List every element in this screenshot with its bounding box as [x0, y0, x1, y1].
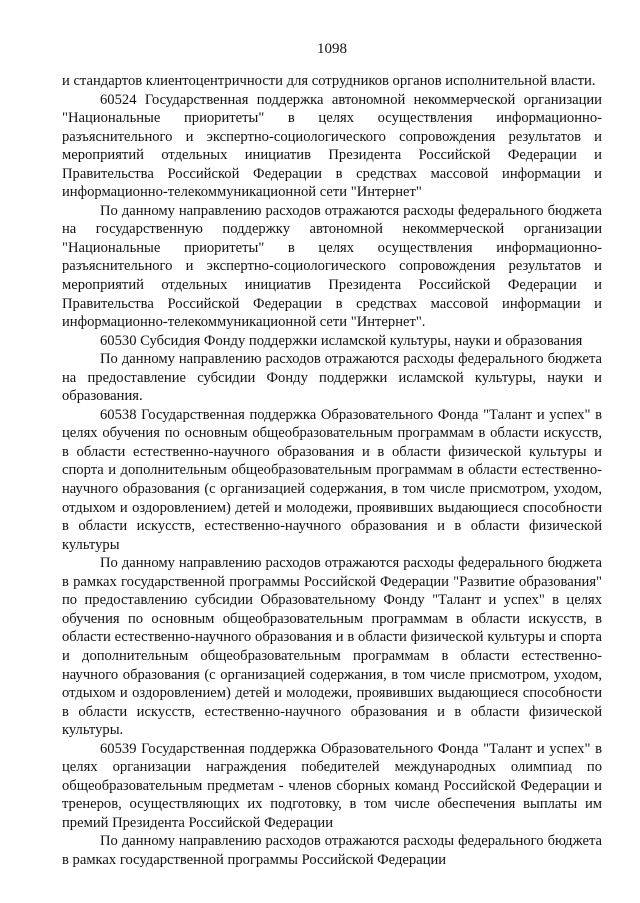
- paragraph-heading-60524: 60524 Государственная поддержка автономной некоммерческой организации "Национальные приоритеты" в целях осуществления информационно-разъяснительного и экспертно-социологического сопровождения результатов и мероприятий отдельных инициатив Президента Российской Федерации и Правительства Российской Федерации в средствах массовой информации и информационно-телекоммуникационной сети "Интернет": [62, 91, 602, 201]
- paragraph-heading-60530: 60530 Субсидия Фонду поддержки исламской культуры, науки и образования: [100, 332, 583, 349]
- paragraph-description-60524: По данному направлению расходов отражаются расходы федерального бюджета на государственную поддержку автономной некоммерческой организации "Национальные приоритеты" в целях осуществления информационно-разъяснительного и экспертно-социологического сопровождения результатов и мероприятий отдельных инициатив Президента Российской Федерации и Правительства Российской Федерации в средствах массовой информации и информационно-телекоммуникационной сети "Интернет".: [62, 202, 602, 331]
- paragraph-continuation: и стандартов клиентоцентричности для сотрудников органов исполнительной власти.: [62, 73, 596, 89]
- document-body: [62, 72, 602, 870]
- paragraph-heading-60539: 60539 Государственная поддержка Образовательного Фонда "Талант и успех" в целях организации награждения победителей международных олимпиад по общеобразовательным предметам - членов сборных команд Российской Федерации и тренеров, осуществляющих их подготовку, в том числе обеспечения выплаты им премий Президента Российской Федерации: [62, 740, 602, 831]
- page-number: 1098: [317, 41, 347, 57]
- paragraph-description-60539: По данному направлению расходов отражаются расходы федерального бюджета в рамках государственной программы Российской Федерации: [62, 833, 602, 868]
- paragraph-description-60538: По данному направлению расходов отражаются расходы федерального бюджета в рамках государственной программы Российской Федерации "Развитие образования" по предоставлению субсидии Образовательному Фонду "Талант и успех" в целях обучения по основным общеобразовательным программам в области искусств, в области естественно-научного образования и в области физической культуры и спорта и дополнительным общеобразовательным программам в области естественно-научного образования (с организацией содержания, в том числе присмотром, уходом, отдыхом и оздоровлением) детей и молодежи, проявивших выдающиеся способности в области искусств, естественно-научного образования и в области физической культуры.: [62, 555, 602, 739]
- paragraph-description-60530: По данному направлению расходов отражаются расходы федерального бюджета на предоставление субсидии Фонду поддержки исламской культуры, науки и образования.: [62, 351, 602, 405]
- paragraph-heading-60538: 60538 Государственная поддержка Образовательного Фонда "Талант и успех" в целях обучения по основным общеобразовательным программам в области искусств, в области естественно-научного образования и в области физической культуры и спорта и дополнительным общеобразовательным программам в области естественно-научного образования (с организацией содержания, в том числе присмотром, уходом, отдыхом и оздоровлением) детей и молодежи, проявивших выдающиеся способности в области искусств, естественно-научного образования и в области физической культуры: [62, 406, 602, 553]
